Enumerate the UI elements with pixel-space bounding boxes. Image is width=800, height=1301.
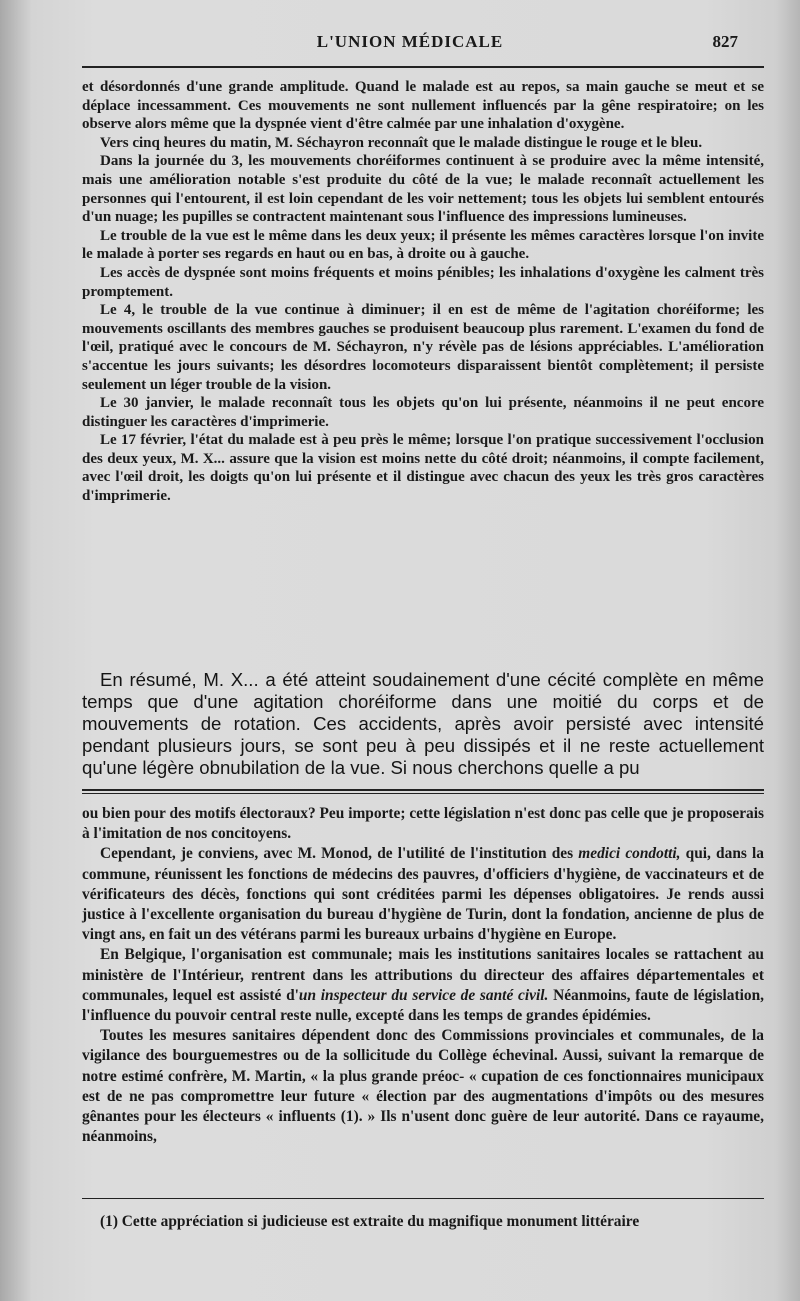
- feuilleton-text: [82, 804, 764, 1147]
- paragraph: Le trouble de la vue est le même dans les deux yeux; il présente les mêmes caractères lorsque l'on invite le malade à porter ses regards en haut ou en bas, à droite ou à gauche.: [82, 227, 764, 263]
- paragraph: Dans la journée du 3, les mouvements choréiformes continuent à se produire avec la même intensité, mais une amélioration notable s'est produite du côté de la vue; le malade reconnaît actuellement les personnes qui l'entourent, il est loin cependant de les voir nettement; tous les objets lui semblent entourés d'un nuage; les pupilles se contractent maintenant sous l'influence des impressions lumineuses.: [82, 153, 764, 226]
- footnote-rule: [82, 1198, 764, 1199]
- text-run: Cependant, je conviens, avec M. Monod, de l'utilité de l'institution des: [100, 845, 579, 863]
- header-rule: [82, 66, 764, 68]
- case-report-text: [82, 78, 764, 506]
- paragraph: Le 17 février, l'état du malade est à peu près le même; lorsque l'on pratique successivement l'occlusion des deux yeux, M. X... assure que la vision est moins nette du côté droit; néanmoins, il compte facilement, avec l'œil droit, les doigts qu'on lui présente et il distingue avec chacun des yeux les très gros caractères d'imprimerie.: [82, 432, 764, 505]
- footnote: (1) Cette appréciation si judicieuse est extraite du magnifique monument littéraire: [100, 1213, 640, 1230]
- paragraph: Le 4, le trouble de la vue continue à diminuer; il en est de même de l'agitation choréiforme; les mouvements oscillants des membres gauches se produisent beaucoup plus rarement. L'examen du fond de l'œil, pratiqué avec le concours de M. Séchayron, n'y révèle pas de lésions appréciables. L'amélioration s'accentue les jours suivants; les désordres locomoteurs disparaissent bientôt complètement; il persiste seulement un léger trouble de la vision.: [82, 302, 764, 393]
- paragraph: Les accès de dyspnée sont moins fréquents et moins pénibles; les inhalations d'oxygène les calment très promptement.: [82, 264, 764, 300]
- page-header: [82, 32, 738, 58]
- paragraph: Le 30 janvier, le malade reconnaît tous les objets qu'on lui présente, néanmoins il ne peut encore distinguer les caractères d'imprimerie.: [82, 395, 764, 430]
- text-run: qui, dans la commune, réunissent les fonctions de médecins des pauvres, d'officiers d'hygiène, de vaccinateurs et de vérificateurs des décès, fonctions qui sont créditées parmi les dépenses obligatoires. Je rends aussi justice à l'excellente organisation du bureau d'hygiène de Turin, dont la fondation, ancienne de plus de vingt ans, en fait un des vétérans parmi les bureaux urbains d'hygiène en Europe.: [82, 845, 764, 944]
- summary-text: [82, 669, 764, 779]
- paragraph: Toutes les mesures sanitaires dépendent donc des Commissions provinciales et communales, de la vigilance des bourguemestres ou de la sollicitude du Collège échevinal. Aussi, suivant la remarque de notre estimé confrère, M. Martin, « la plus grande préoc- « cupation de ces fonctionnaires municipaux est de ne pas compromettre leur future « élection par des augmentations d'impôts ou des mesures gênantes pour les électeurs « influents (1). » Ils n'usent donc guère de leur autorité. Dans ce rayaume, néanmoins,: [82, 1027, 764, 1146]
- italic-term: un inspecteur du service de santé civil.: [298, 986, 549, 1004]
- paragraph: Vers cinq heures du matin, M. Séchayron reconnaît que le malade distingue le rouge et le bleu.: [100, 134, 703, 151]
- running-title: L'UNION MÉDICALE: [316, 32, 504, 51]
- paragraph: ou bien pour des motifs électoraux? Peu importe; cette législation n'est donc pas celle que je proposerais à l'imitation de nos concitoyens.: [82, 805, 764, 843]
- paragraph: et désordonnés d'une grande amplitude. Quand le malade est au repos, sa main gauche se meut et se déplace incessamment. Ces mouvements ne sont nullement influencés par la gêne respiratoire; on les observe alors même que la dyspnée vient d'être calmée par une inhalation d'oxygène.: [82, 79, 764, 133]
- page-number: 827: [712, 32, 738, 51]
- section-divider: [82, 789, 764, 794]
- text-run: Néanmoins, faute de législation, l'influence du pouvoir central reste nulle, excepté dans les temps de grandes épidémies.: [82, 986, 765, 1025]
- summary-paragraph: En résumé, M. X... a été atteint soudainement d'une cécité complète en même temps que d'une agitation choréiforme dans une moitié du corps et de mouvements de rotation. Ces accidents, après avoir persisté avec intensité pendant plusieurs jours, se sont peu à peu dissipés et il ne reste actuellement qu'une légère obnubilation de la vue. Si nous cherchons quelle a pu: [82, 669, 764, 778]
- paragraph: [82, 945, 764, 1026]
- italic-term: medici condotti,: [578, 845, 681, 863]
- paragraph: [82, 844, 764, 945]
- text-run: En Belgique, l'organisation est communale; mais les institutions sanitaires locales se rattachent au ministère de l'Intérieur, rentrent dans les attributions du directeur des affaires départementales et communales, lequel est assisté d': [82, 946, 764, 1004]
